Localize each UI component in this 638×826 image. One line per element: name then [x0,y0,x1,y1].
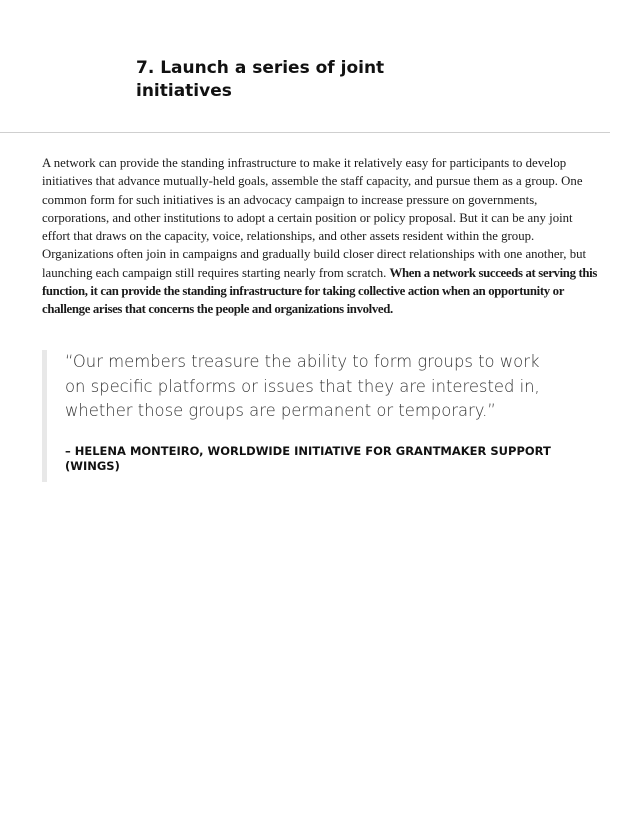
body-text-regular: A network can provide the standing infrastructure to make it relatively easy for participants to develop initiatives that advance mutually-held goals, assemble the staff capacity, and pursue them as a group. One common form for such initiatives is an advocacy campaign to increase pressure on governments, corporations, and other institutions to adopt a certain position or policy proposal. But it can be any joint effort that draws on the capacity, voice, relationships, and other assets resident within the group. Organizations often join in campaigns and gradually build closer direct relationships with one another, but launching each campaign still requires starting nearly from scratch. [42,156,587,280]
quote-attribution: – HELENA MONTEIRO, WORLDWIDE INITIATIVE FOR GRANTMAKER SUPPORT (WINGS) [65,444,551,473]
body-text-emphasis: When a network succeeds at serving this function, it can provide the standing infrastructure for taking collective action when an opportunity or challenge arises that concerns the people and organizations involved. [42,265,597,317]
quote-text: “Our members treasure the ability to form groups to work on specific platforms or issues that they are interested in, whether those groups are permanent or temporary.” [65,352,540,420]
section-divider [0,132,610,133]
pull-quote [42,350,562,482]
section-title: 7. Launch a series of joint initiatives [136,58,385,101]
body-paragraph [42,154,598,319]
